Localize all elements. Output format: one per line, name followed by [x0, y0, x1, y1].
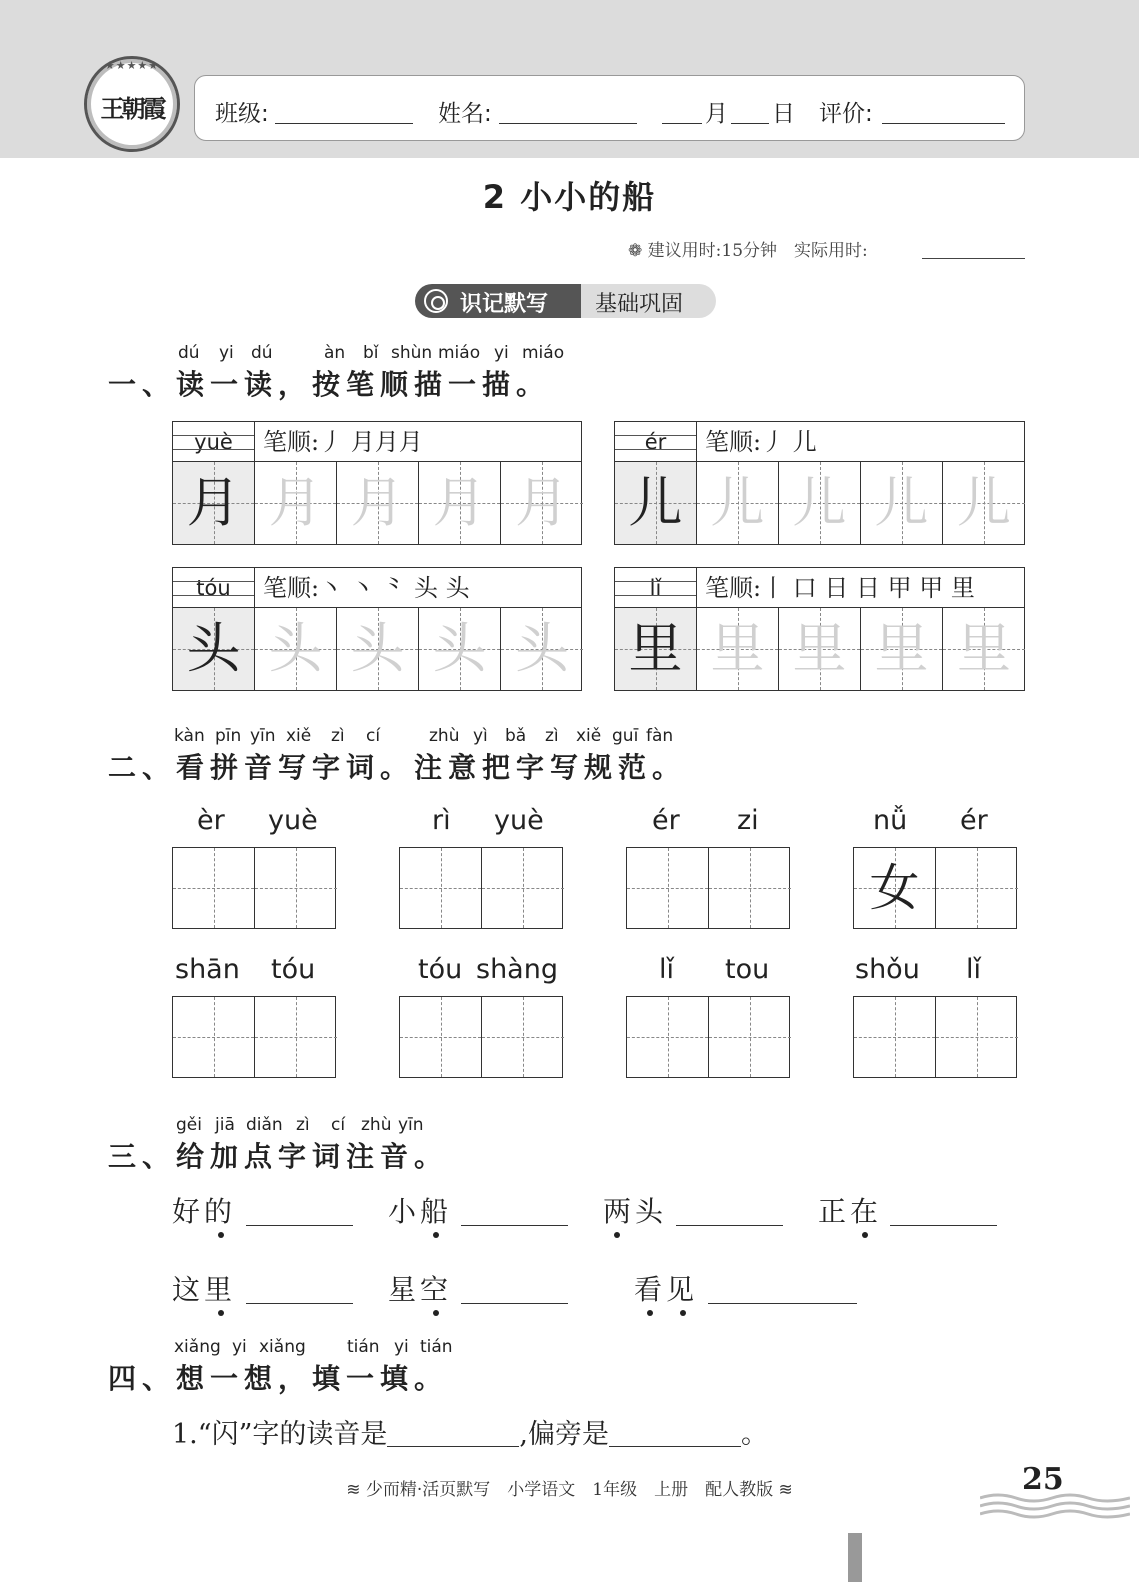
word-pinyin: tóu — [271, 954, 316, 985]
page-number: 25 — [1022, 1462, 1064, 1497]
stroke-order: 笔顺:丿 月月月 — [255, 422, 581, 462]
answer-blank[interactable] — [609, 1421, 741, 1447]
word-pinyin: lǐ — [966, 954, 982, 985]
stroke-order: 笔顺:丶 丶 ⺀ 头 头 — [255, 568, 581, 608]
pinyin: yi — [394, 1337, 409, 1357]
class-label: 班级: — [215, 101, 269, 127]
page-edge-marker — [848, 1533, 862, 1582]
pinyin: kàn — [174, 726, 205, 746]
word-pinyin: zi — [737, 805, 759, 836]
writing-box[interactable] — [853, 847, 1017, 929]
dotted-word: 星空 — [388, 1273, 453, 1306]
rating-label: 评价: — [819, 101, 873, 127]
pinyin: yi — [494, 343, 509, 363]
pinyin: yi — [219, 343, 234, 363]
emphasis-dot — [614, 1232, 620, 1238]
emphasis-dot — [433, 1310, 439, 1316]
dotted-word: 正在 — [818, 1195, 883, 1228]
model-char: 儿 — [615, 462, 697, 544]
model-char: 月 — [173, 462, 255, 544]
lesson-title: 2 小小的船 — [482, 178, 657, 216]
pinyin: jiā — [215, 1115, 235, 1135]
pinyin: xiě — [286, 726, 312, 746]
answer-blank[interactable] — [246, 1196, 353, 1226]
publisher-logo — [84, 56, 180, 152]
dotted-word: 这里 — [172, 1273, 237, 1306]
pinyin: zì — [296, 1115, 310, 1135]
word-pinyin: nǚ — [873, 805, 908, 836]
trace-cell[interactable]: 儿 — [943, 462, 1025, 544]
word-pinyin: rì — [432, 805, 451, 836]
emphasis-dot — [218, 1232, 224, 1238]
trace-cell[interactable]: 月 — [255, 462, 337, 544]
actual-time-field[interactable] — [922, 258, 1025, 259]
writing-box[interactable] — [399, 996, 563, 1078]
timing-text: 建议用时:15分钟 实际用时: — [647, 241, 868, 261]
stroke-order: 笔顺:丨 口 日 日 甲 甲 里 — [697, 568, 1024, 608]
word-pinyin: shǒu — [855, 954, 920, 985]
timer-icon: ❁ — [628, 241, 643, 261]
emphasis-dot — [862, 1232, 868, 1238]
pinyin: shùn — [391, 343, 433, 363]
section1-title: 一、读一读，按笔顺描一描。 — [108, 368, 551, 401]
pinyin: tián — [347, 1337, 380, 1357]
pinyin: bǎ — [505, 726, 527, 746]
answer-blank[interactable] — [461, 1274, 568, 1304]
trace-cell[interactable]: 头 — [501, 608, 583, 690]
writing-box[interactable] — [626, 847, 790, 929]
banner-memorize: 识记默写 — [415, 284, 581, 318]
word-pinyin: yuè — [494, 805, 544, 836]
word-pinyin: lǐ — [659, 954, 675, 985]
trace-cell[interactable]: 儿 — [697, 462, 779, 544]
trace-cell[interactable]: 头 — [419, 608, 501, 690]
emphasis-dot — [433, 1232, 439, 1238]
month-label: 月 — [705, 101, 728, 127]
pinyin: pīn — [215, 726, 242, 746]
day-field[interactable] — [731, 98, 769, 124]
char-pinyin: lǐ — [615, 568, 697, 608]
trace-cell[interactable]: 儿 — [861, 462, 943, 544]
pinyin: xiǎng — [174, 1337, 221, 1357]
question-1 — [172, 1412, 768, 1451]
answer-blank[interactable] — [461, 1196, 568, 1226]
model-char: 里 — [615, 608, 697, 690]
q1-text-b: ,偏旁是 — [519, 1419, 609, 1450]
rating-field[interactable] — [882, 98, 1005, 124]
dotted-word: 看见 — [634, 1273, 699, 1306]
pinyin: xiǎng — [259, 1337, 306, 1357]
model-char: 头 — [173, 608, 255, 690]
pinyin: yīn — [398, 1115, 424, 1135]
student-info-box — [194, 75, 1025, 141]
trace-cell[interactable]: 头 — [255, 608, 337, 690]
dotted-word: 小船 — [388, 1195, 453, 1228]
word-pinyin: shān — [175, 954, 240, 985]
answer-blank[interactable] — [708, 1274, 857, 1304]
word-pinyin: tou — [725, 954, 770, 985]
stroke-table-li — [614, 567, 1025, 691]
stroke-table-er — [614, 421, 1025, 545]
name-label: 姓名: — [438, 101, 492, 127]
word-pinyin: ér — [960, 805, 988, 836]
pinyin: zì — [545, 726, 559, 746]
prefilled-char: 女 — [869, 859, 920, 917]
stroke-table-tou — [172, 567, 582, 691]
pinyin: xiě — [576, 726, 602, 746]
trace-cell[interactable]: 里 — [943, 608, 1025, 690]
class-field[interactable] — [275, 98, 413, 124]
pinyin: diǎn — [246, 1115, 283, 1135]
writing-box[interactable] — [399, 847, 563, 929]
trace-cell[interactable]: 里 — [861, 608, 943, 690]
pinyin: dú — [178, 343, 200, 363]
pinyin: zì — [331, 726, 345, 746]
char-pinyin: yuè — [173, 422, 255, 462]
emphasis-dot — [218, 1310, 224, 1316]
pinyin: yi — [232, 1337, 247, 1357]
pinyin: yīn — [250, 726, 276, 746]
answer-blank[interactable] — [676, 1196, 783, 1226]
q1-text-a: 1.“闪”字的读音是 — [172, 1419, 388, 1450]
dotted-word: 两头 — [603, 1195, 668, 1228]
day-label: 日 — [772, 101, 795, 127]
name-field[interactable] — [499, 98, 637, 124]
word-pinyin: èr — [197, 805, 225, 836]
trace-cell[interactable]: 里 — [697, 608, 779, 690]
emphasis-dot — [647, 1310, 653, 1316]
answer-blank[interactable] — [890, 1196, 997, 1226]
pinyin: dú — [251, 343, 273, 363]
medal-icon — [424, 289, 448, 313]
trace-cell[interactable]: 里 — [779, 608, 861, 690]
emphasis-dot — [680, 1310, 686, 1316]
q1-text-c: 。 — [740, 1419, 768, 1450]
logo-text: 王朝霞 — [100, 94, 164, 123]
stroke-table-yue — [172, 421, 582, 545]
writing-box[interactable] — [626, 996, 790, 1078]
pinyin: bǐ — [363, 343, 379, 363]
pinyin: miáo — [438, 343, 481, 363]
section4-title: 四、想一想，填一填。 — [108, 1362, 449, 1395]
trace-cell[interactable]: 月 — [419, 462, 501, 544]
waves-decoration — [980, 1490, 1130, 1520]
pinyin: miáo — [522, 343, 565, 363]
pinyin: gěi — [176, 1115, 202, 1135]
pinyin: fàn — [646, 726, 674, 746]
writing-box[interactable] — [172, 996, 336, 1078]
month-field[interactable] — [662, 98, 702, 124]
word-pinyin: tóu — [418, 954, 463, 985]
pinyin: zhù — [429, 726, 460, 746]
suggested-time — [628, 236, 868, 261]
pinyin: cí — [331, 1115, 346, 1135]
section3-title: 三、给加点字词注音。 — [108, 1140, 449, 1173]
char-pinyin: ér — [615, 422, 697, 462]
pinyin: tián — [420, 1337, 453, 1357]
section2-title: 二、看拼音写字词。注意把字写规范。 — [108, 751, 687, 784]
banner-basic: 基础巩固 — [573, 284, 716, 318]
pinyin: àn — [324, 343, 346, 363]
stroke-order: 笔顺:丿 儿 — [697, 422, 1024, 462]
trace-cell[interactable]: 月 — [337, 462, 419, 544]
logo-stars: ★★★★★ — [104, 59, 160, 72]
pinyin: guī — [612, 726, 639, 746]
char-pinyin: tóu — [173, 568, 255, 608]
answer-blank[interactable] — [246, 1274, 353, 1304]
pinyin: cí — [366, 726, 381, 746]
writing-box[interactable] — [853, 996, 1017, 1078]
footer-series: ≋ 少而精·活页默写 小学语文 1年级 上册 配人教版 ≋ — [346, 1480, 793, 1500]
trace-cell[interactable]: 儿 — [779, 462, 861, 544]
word-pinyin: ér — [652, 805, 680, 836]
pinyin: yì — [473, 726, 488, 746]
trace-cell[interactable]: 头 — [337, 608, 419, 690]
word-pinyin: shàng — [476, 954, 558, 985]
pinyin: zhù — [361, 1115, 392, 1135]
word-pinyin: yuè — [268, 805, 318, 836]
writing-box[interactable] — [172, 847, 336, 929]
trace-cell[interactable]: 月 — [501, 462, 583, 544]
answer-blank[interactable] — [387, 1421, 519, 1447]
dotted-word: 好的 — [172, 1195, 237, 1228]
